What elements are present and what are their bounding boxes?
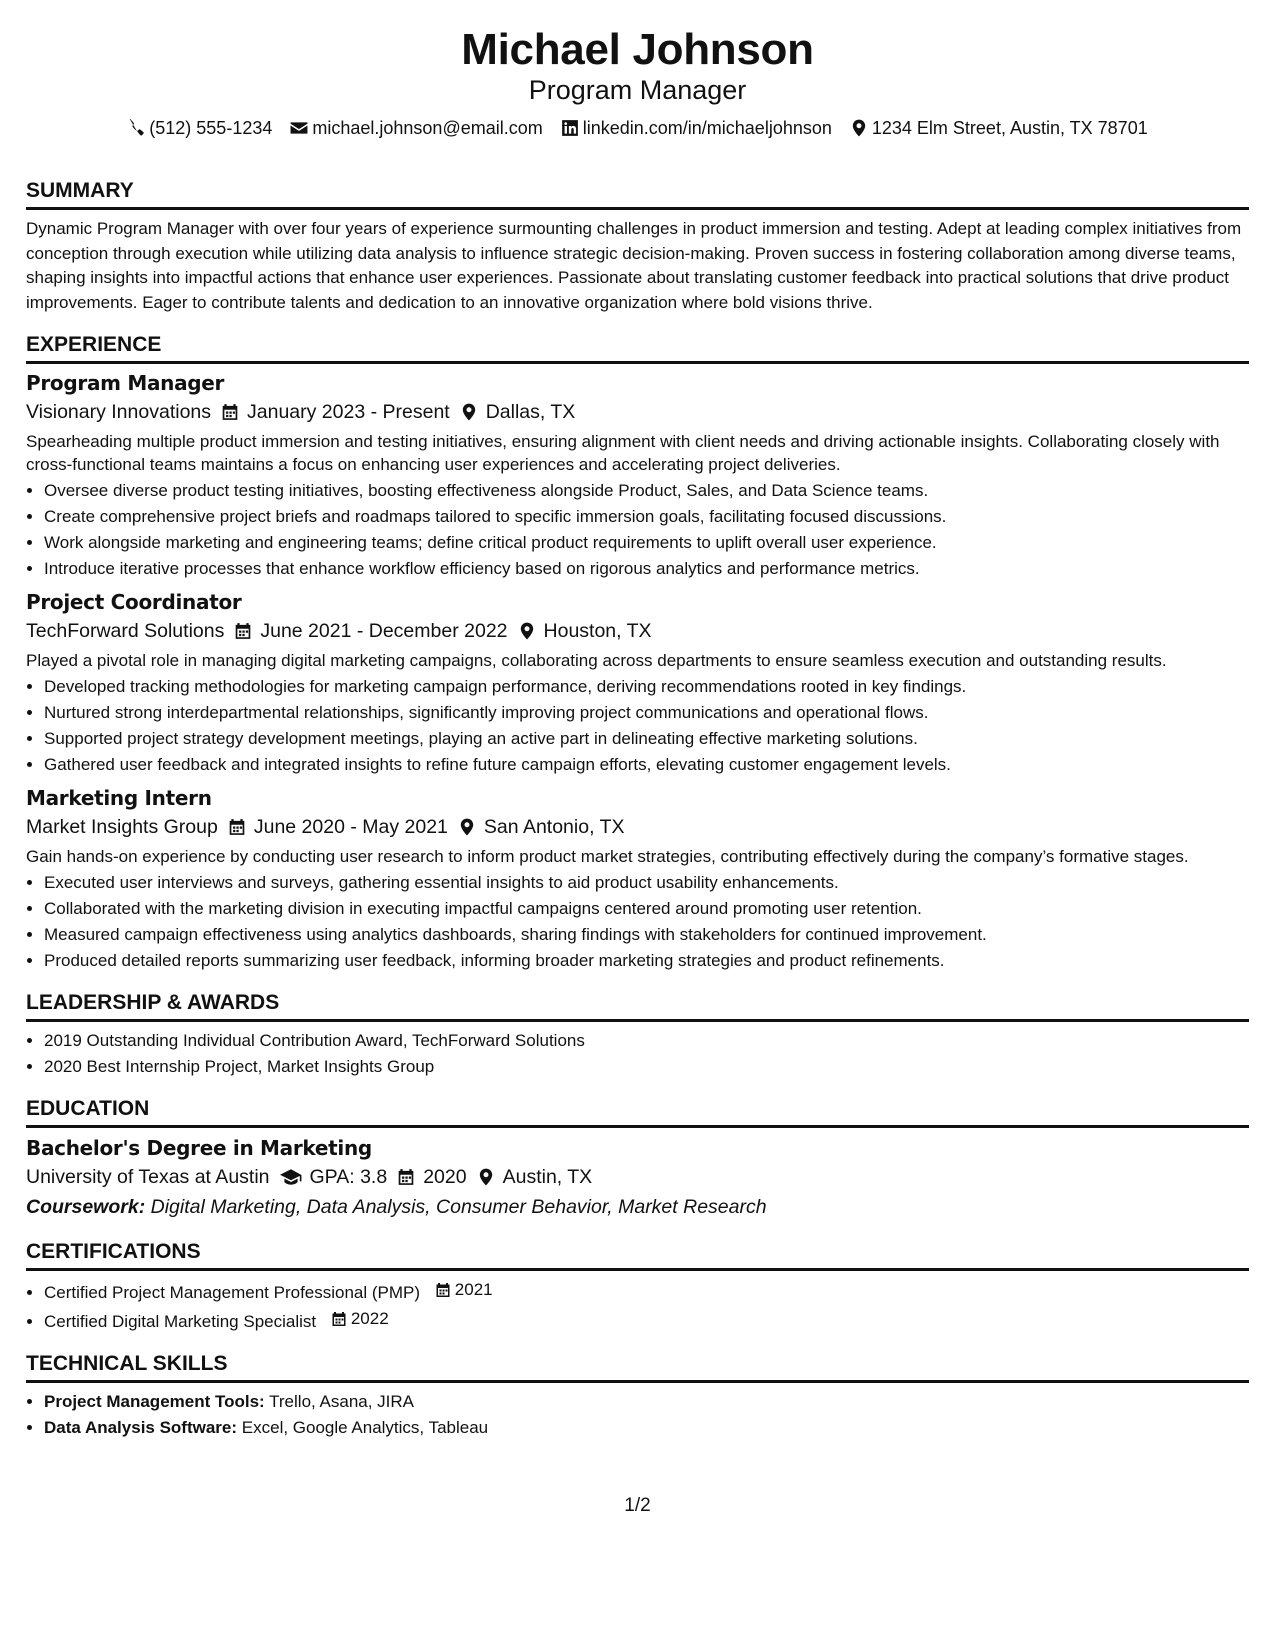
address-text: 1234 Elm Street, Austin, TX 78701 (871, 118, 1148, 138)
job-title: Project Coordinator (26, 590, 242, 614)
job-dates (228, 813, 448, 841)
job-location-text: Dallas, TX (485, 401, 576, 423)
skill-value: Trello, Asana, JIRA (269, 1392, 415, 1411)
certifications-list (26, 1277, 1249, 1335)
calendar-icon (331, 1311, 347, 1327)
job-dates (234, 617, 507, 645)
list-item: • Gathered user feedback and integrated insights to refine future campaign efforts, elevating customer engagement levels. (44, 752, 1249, 778)
job-entry (26, 785, 1249, 974)
graduation-cap-icon (280, 1168, 302, 1186)
calendar-icon (435, 1282, 451, 1298)
experience-section (26, 332, 1249, 974)
list-item: • Oversee diverse product testing initiatives, boosting effectiveness alongside Product, Sales, and Data Science teams. (44, 478, 1249, 504)
summary-heading: SUMMARY (26, 178, 1249, 210)
job-bullets (26, 674, 1249, 778)
skill-value: Excel, Google Analytics, Tableau (241, 1418, 489, 1437)
job-dates-text: January 2023 - Present (247, 401, 450, 423)
education-location-text: Austin, TX (502, 1166, 593, 1188)
list-item: • Introduce iterative processes that enhance workflow efficiency based on rigorous analytics and performance metrics. (44, 556, 1249, 582)
awards-heading: LEADERSHIP & AWARDS (26, 990, 1249, 1022)
job-meta (26, 617, 1249, 645)
contact-linkedin[interactable] (561, 116, 832, 140)
list-item (44, 1277, 1249, 1306)
experience-heading: EXPERIENCE (26, 332, 1249, 364)
email-text: michael.johnson@email.com (312, 118, 543, 138)
skill-label: Data Analysis Software: (44, 1418, 238, 1437)
awards-list (26, 1028, 1249, 1080)
map-pin-icon (518, 622, 536, 640)
map-pin-icon (477, 1168, 495, 1186)
job-title: Marketing Intern (26, 786, 212, 810)
cert-name: Certified Digital Marketing Specialist (44, 1312, 317, 1331)
list-item: • Produced detailed reports summarizing user feedback, informing broader marketing strategies and product refinements. (44, 948, 1249, 974)
job-company: Visionary Innovations (26, 401, 212, 423)
job-location-text: San Antonio, TX (483, 816, 625, 838)
list-item: • Work alongside marketing and engineering teams; define critical product requirements to uplift overall user experience. (44, 530, 1249, 556)
job-title: Program Manager (26, 371, 225, 395)
calendar-icon (221, 403, 239, 421)
list-item: • Collaborated with the marketing division in executing impactful campaigns centered around promoting user retention. (44, 896, 1249, 922)
graduation-year-text: 2020 (423, 1166, 467, 1188)
job-company: Market Insights Group (26, 816, 218, 838)
calendar-icon (228, 818, 246, 836)
map-pin-icon (460, 403, 478, 421)
job-bullets (26, 478, 1249, 582)
skills-list (26, 1389, 1249, 1441)
job-company: TechForward Solutions (26, 620, 225, 642)
list-item (44, 1415, 1249, 1441)
candidate-title: Program Manager (528, 75, 747, 105)
degree-title: Bachelor's Degree in Marketing (26, 1136, 372, 1160)
contact-email[interactable] (290, 116, 542, 140)
education-heading: EDUCATION (26, 1096, 1249, 1128)
envelope-icon (290, 119, 308, 137)
phone-icon (127, 119, 145, 137)
gpa (280, 1163, 388, 1191)
list-item: • 2019 Outstanding Individual Contribution Award, TechForward Solutions (44, 1028, 1249, 1054)
school-name: University of Texas at Austin (26, 1166, 270, 1188)
linkedin-icon (561, 119, 579, 137)
skill-label: Project Management Tools: (44, 1392, 265, 1411)
calendar-icon (234, 622, 252, 640)
summary-section (26, 178, 1249, 315)
job-bullets (26, 870, 1249, 974)
awards-section (26, 990, 1249, 1080)
education-meta (26, 1163, 1249, 1191)
list-item: • Nurtured strong interdepartmental relationships, significantly improving project communications and operational flows. (44, 700, 1249, 726)
summary-text: Dynamic Program Manager with over four years of experience surmounting challenges in product immersion and testing. Adept at leading complex initiatives from conception through execution while utilizing data analysis to influence strategic decision-making. Proven success in fostering collaboration among diverse teams, shaping insights into impactful actions that enhance user experiences. Passionate about translating customer feedback into practical solutions that drive product improvements. Eager to contribute talents and dedication to an innovative organization where bold visions thrive. (26, 219, 1242, 312)
list-item: • 2020 Best Internship Project, Market Insights Group (44, 1054, 1249, 1080)
list-item: • Measured campaign effectiveness using analytics dashboards, sharing findings with stakeholders for continued improvement. (44, 922, 1249, 948)
coursework (26, 1193, 1249, 1221)
contact-address (850, 116, 1148, 140)
job-location (460, 398, 576, 426)
map-pin-icon (458, 818, 476, 836)
graduation-year (397, 1163, 466, 1191)
job-dates-text: June 2020 - May 2021 (253, 816, 448, 838)
skills-section (26, 1351, 1249, 1441)
job-meta (26, 398, 1249, 426)
phone-text: (512) 555-1234 (149, 118, 273, 138)
job-dates-text: June 2021 - December 2022 (260, 620, 508, 642)
job-description: Spearheading multiple product immersion and testing initiatives, ensuring alignment with client needs and driving actionable insights. Collaborating closely with cross-functional teams maintains a focus on enhancing user experiences and accelerating project deliveries. (26, 432, 1220, 474)
page-number: 1/2 (624, 1495, 651, 1516)
gpa-text: GPA: 3.8 (309, 1166, 388, 1188)
certifications-heading: CERTIFICATIONS (26, 1239, 1249, 1271)
job-location (458, 813, 625, 841)
contact-bar (26, 116, 1249, 140)
list-item (44, 1306, 1249, 1335)
job-description: Played a pivotal role in managing digital marketing campaigns, collaborating across departments to ensure seamless execution and outstanding results. (26, 651, 1167, 670)
job-description: Gain hands-on experience by conducting user research to inform product market strategies, contributing effectively during the company’s formative stages. (26, 847, 1189, 866)
job-meta (26, 813, 1249, 841)
coursework-text: Digital Marketing, Data Analysis, Consumer Behavior, Market Research (150, 1196, 767, 1218)
list-item: • Create comprehensive project briefs and roadmaps tailored to specific immersion goals, facilitating focused discussions. (44, 504, 1249, 530)
linkedin-text: linkedin.com/in/michaeljohnson (582, 118, 832, 138)
coursework-label: Coursework: (26, 1196, 146, 1218)
job-entry (26, 370, 1249, 582)
map-pin-icon (850, 119, 868, 137)
list-item (44, 1389, 1249, 1415)
calendar-icon (397, 1168, 415, 1186)
skills-heading: TECHNICAL SKILLS (26, 1351, 1249, 1383)
cert-year: 2021 (454, 1280, 493, 1299)
candidate-name: Michael Johnson (461, 25, 814, 74)
contact-phone[interactable] (127, 116, 272, 140)
resume-page (26, 0, 1249, 1441)
job-entry (26, 589, 1249, 778)
list-item: • Supported project strategy development meetings, playing an active part in delineating effective marketing solutions. (44, 726, 1249, 752)
list-item: • Developed tracking methodologies for marketing campaign performance, deriving recommendations rooted in key findings. (44, 674, 1249, 700)
education-section (26, 1096, 1249, 1221)
education-location (477, 1163, 593, 1191)
job-location (518, 617, 652, 645)
cert-date (435, 1277, 493, 1303)
job-location-text: Houston, TX (543, 620, 652, 642)
job-dates (221, 398, 450, 426)
cert-year: 2022 (350, 1309, 389, 1328)
cert-date (331, 1306, 389, 1332)
certifications-section (26, 1239, 1249, 1335)
list-item: • Executed user interviews and surveys, gathering essential insights to aid product usability enhancements. (44, 870, 1249, 896)
cert-name: Certified Project Management Professional (PMP) (44, 1283, 421, 1302)
